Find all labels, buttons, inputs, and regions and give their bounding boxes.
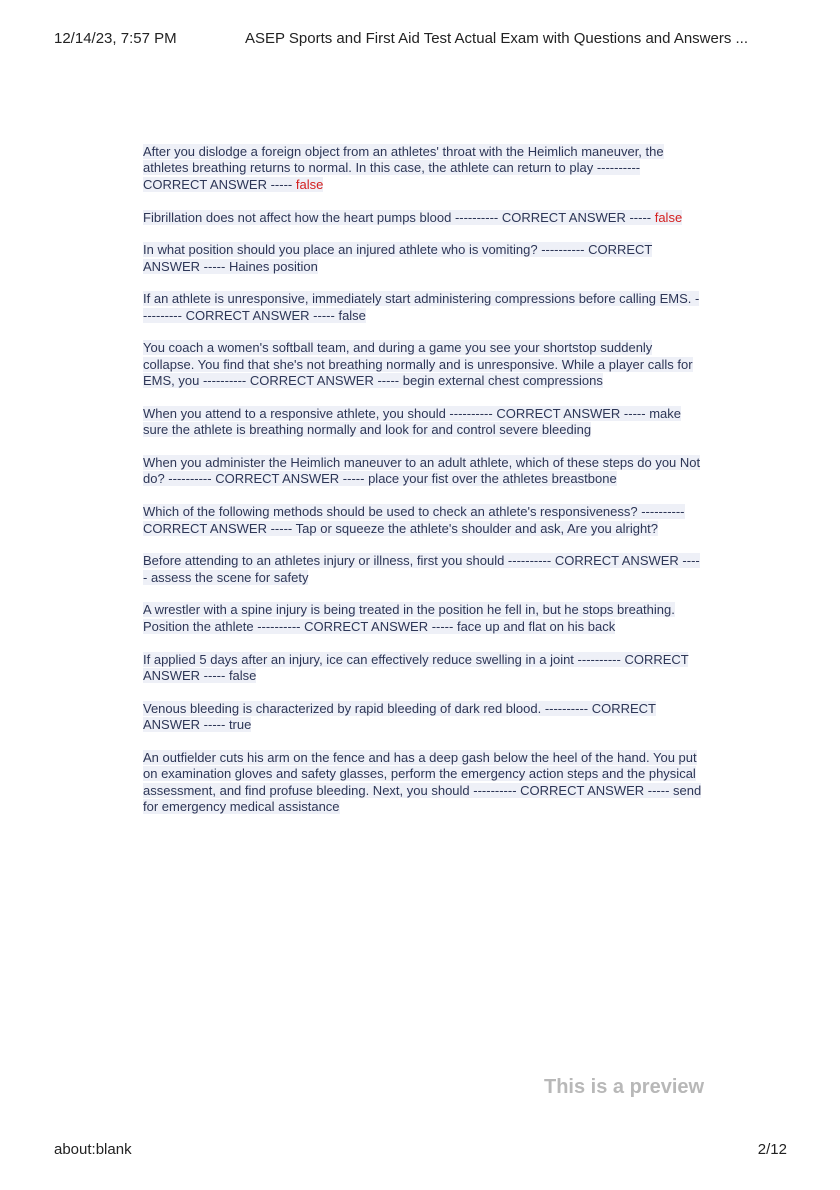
answer-text: make sure the athlete is breathing normally and look for and control severe bleeding	[143, 405, 681, 438]
answer-text: begin external chest compressions	[402, 373, 603, 389]
question-text: If an athlete is unresponsive, immediately start administering compressions before calling EMS. ---------- CORRECT ANSWER -----	[143, 291, 700, 323]
answer-text: send for emergency medical assistance	[143, 782, 702, 814]
question-text: A wrestler with a spine injury is being treated in the position he fell in, but he stops breathing. Position the athlete ---------- CORRECT ANSWER -----	[143, 602, 675, 634]
question-text: Fibrillation does not affect how the heart pumps blood ---------- CORRECT ANSWER -----	[143, 209, 655, 225]
footer-url: about:blank	[54, 1141, 132, 1158]
answer-text: face up and flat on his back	[456, 618, 616, 634]
qa-item	[143, 750, 703, 816]
question-text: When you administer the Heimlich maneuver to an adult athlete, which of these steps do you Not do? ---------- CORRECT ANSWER -----	[143, 455, 701, 487]
preview-watermark: This is a preview	[544, 1076, 705, 1098]
answer-text: Haines position	[228, 258, 318, 274]
answer-text: false	[338, 307, 366, 323]
question-text: You coach a women's softball team, and during a game you see your shortstop suddenly collapse. You find that she's not breathing normally and is unresponsive. While a player calls for EMS, you ---------- CORRECT ANSWER -----	[143, 340, 693, 389]
question-text: In what position should you place an injured athlete who is vomiting? ---------- CORRECT ANSWER -----	[143, 242, 653, 274]
print-datetime: 12/14/23, 7:57 PM	[54, 30, 177, 47]
qa-item	[143, 210, 703, 226]
question-text: When you attend to a responsive athlete, you should ---------- CORRECT ANSWER -----	[143, 405, 650, 421]
question-text: Venous bleeding is characterized by rapid bleeding of dark red blood. ---------- CORRECT ANSWER -----	[143, 700, 656, 733]
document-title: ASEP Sports and First Aid Test Actual Exam with Questions and Answers ...	[245, 30, 749, 47]
qa-item	[143, 291, 703, 324]
answer-text: false	[295, 176, 324, 192]
qa-item	[143, 242, 703, 275]
qa-item	[143, 701, 703, 734]
question-text: Which of the following methods should be used to check an athlete's responsiveness? ---------- CORRECT ANSWER -----	[143, 504, 685, 536]
qa-item	[143, 455, 703, 488]
answer-text: place your fist over the athletes breastbone	[368, 471, 617, 487]
qa-list	[143, 144, 703, 832]
page-number: 2/12	[757, 1141, 787, 1158]
answer-text: assess the scene for safety	[150, 569, 309, 585]
answer-text: true	[228, 717, 252, 733]
question-text: If applied 5 days after an injury, ice can effectively reduce swelling in a joint ---------- CORRECT ANSWER -----	[143, 651, 689, 683]
qa-item	[143, 340, 703, 389]
question-text: After you dislodge a foreign object from an athletes' throat with the Heimlich maneuver, the athletes breathing returns to normal. In this case, the athlete can return to play ---------- CORRECT ANSWER -----	[143, 144, 664, 192]
qa-item	[143, 406, 703, 439]
answer-text: false	[228, 667, 257, 683]
question-text: An outfielder cuts his arm on the fence and has a deep gash below the heel of the hand. You put on examination gloves and safety glasses, perform the emergency action steps and the physical assessment, and find profuse bleeding. Next, you should ---------- CORRECT ANSWER -----	[143, 749, 697, 798]
answer-text: false	[654, 209, 683, 225]
qa-item	[143, 553, 703, 586]
qa-item	[143, 504, 703, 537]
qa-item	[143, 602, 703, 635]
qa-item	[143, 652, 703, 685]
qa-item	[143, 144, 703, 193]
question-text: Before attending to an athletes injury or illness, first you should ---------- CORRECT ANSWER -----	[143, 553, 700, 585]
answer-text: Tap or squeeze the athlete's shoulder and ask, Are you alright?	[295, 520, 659, 536]
